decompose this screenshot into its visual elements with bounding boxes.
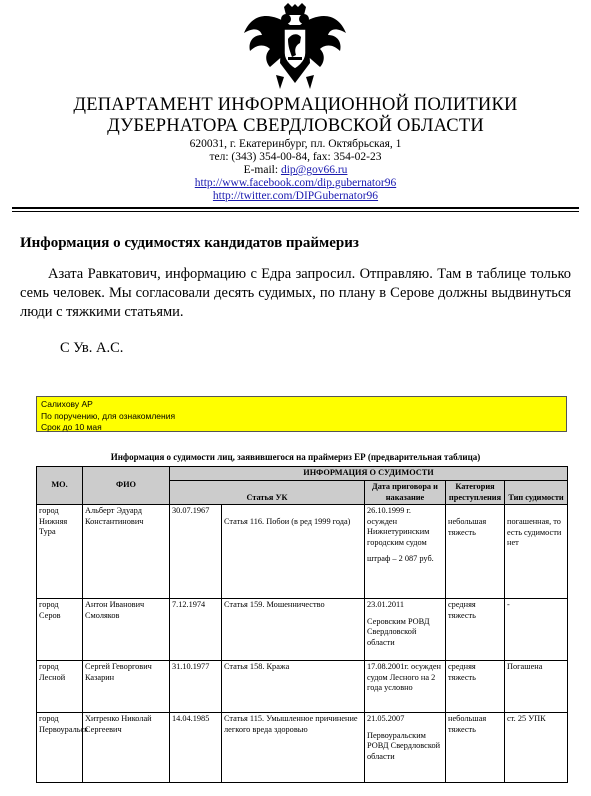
cell-fio: Альберт Эдуард Константинович	[83, 505, 170, 599]
email-link[interactable]: dip@gov66.ru	[280, 164, 348, 176]
email-label: E-mail:	[243, 164, 281, 176]
twitter-link[interactable]: http://twitter.com/DIPGubernator96	[212, 190, 379, 202]
cell-type: -	[505, 599, 568, 661]
cell-category: небольшая тяжесть	[446, 505, 505, 599]
date-text: 23.01.2011	[367, 600, 405, 609]
cell-category: средняя тяжесть	[446, 599, 505, 661]
table-row	[37, 599, 568, 661]
cell-fio: Хитренко Николай Сергеевич	[83, 713, 170, 783]
cell-date	[365, 505, 446, 599]
header-article: Статья УК	[170, 481, 365, 505]
address: 620031, г. Екатеринбург, пл. Октябрьская, 1	[189, 138, 402, 150]
cell-type: ст. 25 УПК	[505, 713, 568, 783]
cell-mo: город Лесной	[37, 661, 83, 713]
note-line-2: По поручению, для ознакомления	[41, 410, 176, 421]
cell-birth: 30.07.1967	[170, 505, 222, 599]
convictions-table	[36, 466, 568, 783]
cell-type: Погашена	[505, 661, 568, 713]
cell-mo: город Первоуральск	[37, 713, 83, 783]
date-punishment: штраф – 2 087 руб.	[367, 554, 434, 563]
email-line	[0, 164, 591, 177]
cell-article: Статья 115. Умышленное причинение легкого вреда здоровью	[222, 713, 365, 783]
letter-signature: С Ув. А.С.	[60, 340, 124, 356]
cell-article: Статья 158. Кража	[222, 661, 365, 713]
cell-birth: 14.04.1985	[170, 713, 222, 783]
header-date: Дата приговора и наказание	[365, 481, 446, 505]
header-fio: ФИО	[83, 467, 170, 505]
cell-category: небольшая тяжесть	[446, 713, 505, 783]
date-text: 26.10.1999 г. осужден Нижнетуринским городским судом	[367, 506, 430, 547]
phone: тел: (343) 354-00-84, fax: 354-02-23	[209, 151, 382, 163]
header-mo: МО.	[37, 467, 83, 505]
cell-fio: Антон Иванович Смоляков	[83, 599, 170, 661]
cell-mo: город Нижняя Тура	[37, 505, 83, 599]
coat-of-arms-icon	[240, 3, 350, 91]
cell-birth: 7.12.1974	[170, 599, 222, 661]
department-title-line2: ДУБЕРНАТОРА СВЕРДЛОВСКОЙ ОБЛАСТИ	[107, 116, 484, 136]
header-category: Категория преступления	[446, 481, 505, 505]
date-authority: Первоуральским РОВД Свердловской области	[367, 730, 441, 761]
letter-body: Азата Равкатович, информацию с Едра запросил. Отправляю. Там в таблице только семь человек. Мы согласовали десять судимых, по плану в Серове должны выдвинуться люди с тяжкими статьями.	[20, 266, 571, 320]
cell-mo: город Серов	[37, 599, 83, 661]
facebook-line	[0, 177, 591, 190]
header-group: ИНФОРМАЦИЯ О СУДИМОСТИ	[170, 467, 568, 481]
cell-date	[365, 661, 446, 713]
cell-date	[365, 599, 446, 661]
table-title: Информация о судимости лиц, заявившегося на праймериз ЕР (предварительная таблица)	[110, 452, 481, 462]
table-row	[37, 505, 568, 599]
cell-fio: Сергей Геворгович Казарин	[83, 661, 170, 713]
note-line-1: Салихову АР	[41, 399, 93, 409]
facebook-link[interactable]: http://www.facebook.com/dip.gubernator96	[194, 177, 397, 189]
letter-heading: Информация о судимостях кандидатов праймериз	[20, 235, 359, 251]
note-line-3: Срок до 10 мая	[41, 422, 102, 432]
date-text: 21.05.2007	[367, 714, 405, 723]
date-authority: Серовским РОВД Свердловской области	[367, 616, 430, 647]
cell-article: Статья 116. Побои (в ред 1999 года)	[222, 505, 365, 599]
table-row	[37, 713, 568, 783]
department-title-line1: ДЕПАРТАМЕНТ ИНФОРМАЦИОННОЙ ПОЛИТИКИ	[73, 95, 518, 115]
cell-category: средняя тяжесть	[446, 661, 505, 713]
cell-article: Статья 159. Мошенничество	[222, 599, 365, 661]
cell-date	[365, 713, 446, 783]
twitter-line	[0, 190, 591, 203]
header-type: Тип судимости	[505, 481, 568, 505]
date-text: 17.08.2001г. осужден судом Лесного на 2 года условно	[367, 662, 441, 692]
cell-birth: 31.10.1977	[170, 661, 222, 713]
cell-type: погашенная, то есть судимости нет	[505, 505, 568, 599]
header-divider-thin	[12, 211, 579, 212]
header-divider	[12, 207, 579, 209]
resolution-note	[36, 396, 567, 432]
table-row	[37, 661, 568, 713]
